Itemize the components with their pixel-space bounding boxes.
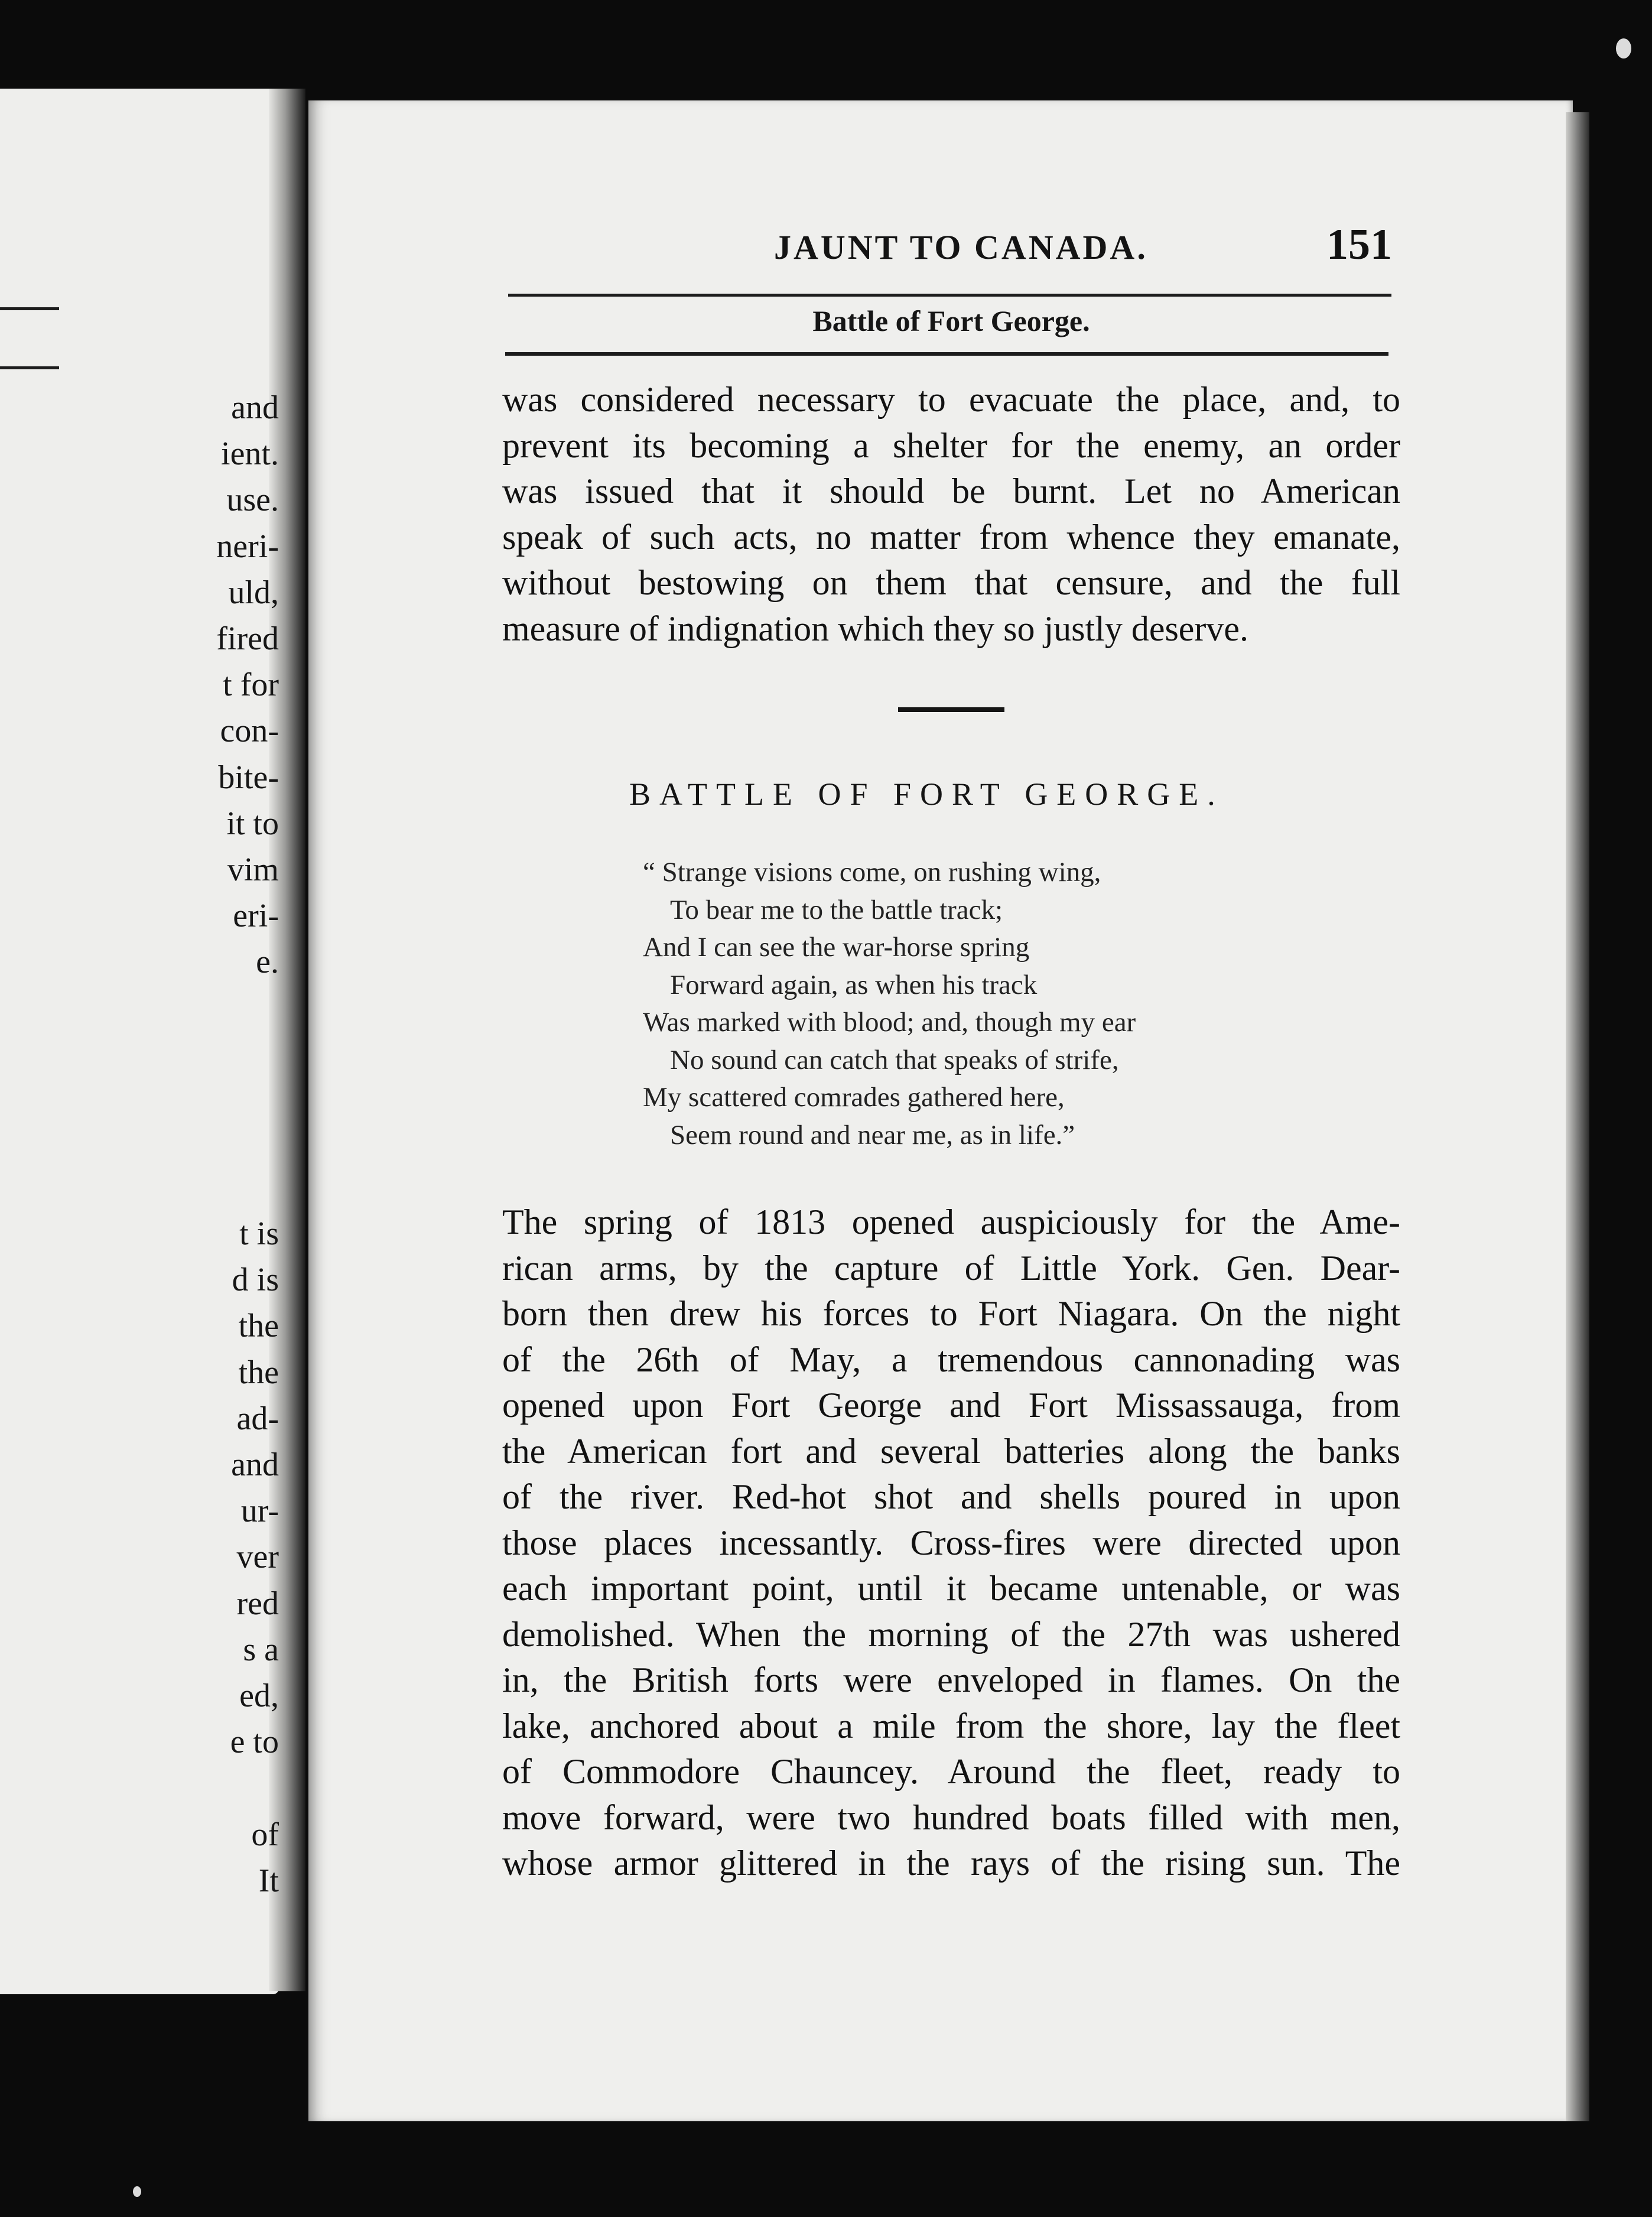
right-page-edge bbox=[1566, 112, 1589, 2121]
p2-line: whose armor glittered in the rays of the rising sun. The bbox=[502, 1844, 1400, 1883]
p2-line: The spring of 1813 opened auspiciously for the Ame- bbox=[502, 1202, 1400, 1241]
p2-line: those places incessantly. Cross-fires were directed upon bbox=[502, 1523, 1400, 1562]
left-page-fragment: ed, bbox=[239, 1678, 279, 1714]
left-page-fragment: uld, bbox=[228, 574, 279, 611]
p2-line: the American fort and several batteries along the banks bbox=[502, 1431, 1400, 1471]
p2-line: opened upon Fort George and Fort Missassauga, from bbox=[502, 1386, 1400, 1425]
p2-line: demolished. When the morning of the 27th was ushered bbox=[502, 1614, 1400, 1654]
left-page-fragment: vim bbox=[227, 851, 279, 888]
left-page-fragment: neri- bbox=[216, 528, 279, 565]
left-page-text-fragments bbox=[0, 0, 279, 2217]
paragraph-2 bbox=[502, 1199, 1400, 1887]
p1-line: prevent its becoming a shelter for the enemy, an order bbox=[502, 425, 1400, 465]
poem-line: No sound can catch that speaks of strife, bbox=[670, 1044, 1119, 1075]
left-page-fragment: eri- bbox=[233, 898, 279, 935]
p2-line: of the river. Red-hot shot and shells poured in upon bbox=[502, 1477, 1400, 1516]
left-page-fragment: con- bbox=[220, 713, 279, 750]
left-page-fragment: t is bbox=[239, 1215, 279, 1252]
left-page-fragment: e to bbox=[230, 1724, 279, 1761]
p2-line: lake, anchored about a mile from the shore, lay the fleet bbox=[502, 1706, 1400, 1745]
poem-line: And I can see the war-horse spring bbox=[643, 932, 1030, 963]
poem-epigraph bbox=[643, 854, 1136, 1154]
p1-line: speak of such acts, no matter from whence they emanate, bbox=[502, 517, 1400, 557]
p2-line: of Commodore Chauncey. Around the fleet, ready to bbox=[502, 1752, 1400, 1791]
left-page-fragment: ver bbox=[236, 1539, 279, 1576]
left-page-fragment: ur- bbox=[240, 1493, 279, 1530]
poem-line: Seem round and near me, as in life.” bbox=[670, 1119, 1075, 1150]
left-page-fragment: of bbox=[251, 1816, 279, 1853]
left-page-fragment: and bbox=[231, 389, 279, 426]
left-page-fragment: bite- bbox=[218, 759, 279, 796]
poem-title: BATTLE OF FORT GEORGE. bbox=[629, 776, 1224, 812]
left-page-fragment: the bbox=[238, 1354, 279, 1391]
p2-line: in, the British forts were enveloped in flames. On the bbox=[502, 1660, 1400, 1699]
left-page-fragment: it to bbox=[226, 805, 279, 842]
p2-line: of the 26th of May, a tremendous cannonading was bbox=[502, 1340, 1400, 1379]
p2-line: move forward, were two hundred boats filled with men, bbox=[502, 1797, 1400, 1837]
p1-line: without bestowing on them that censure, and the full bbox=[502, 563, 1400, 602]
left-page-fragment: fired bbox=[216, 620, 279, 657]
section-divider bbox=[898, 707, 1004, 712]
poem-line: Was marked with blood; and, though my ear bbox=[643, 1007, 1136, 1038]
left-page-fragment: It bbox=[258, 1862, 279, 1899]
left-page-fragment: e. bbox=[256, 944, 279, 981]
left-page-fragment: use. bbox=[226, 482, 279, 519]
poem-line: “ Strange visions come, on rushing wing, bbox=[643, 857, 1101, 888]
scan-speck bbox=[1616, 38, 1631, 58]
left-page-fragment: s a bbox=[243, 1631, 279, 1668]
header-rule-bottom bbox=[505, 352, 1388, 356]
left-page-fragment: the bbox=[238, 1308, 279, 1345]
p1-line: was issued that it should be burnt. Let no American bbox=[502, 472, 1400, 511]
left-page-fragment: d is bbox=[232, 1262, 279, 1299]
section-title: Battle of Fort George. bbox=[812, 304, 1090, 337]
running-head: JAUNT TO CANADA. bbox=[774, 228, 1148, 266]
left-page-fragment: and bbox=[231, 1446, 279, 1483]
header-rule-top bbox=[508, 294, 1391, 297]
p2-line: each important point, until it became untenable, or was bbox=[502, 1569, 1400, 1608]
scan-speck bbox=[133, 2186, 141, 2197]
p1-line: measure of indignation which they so justly deserve. bbox=[502, 609, 1249, 648]
p1-line: was considered necessary to evacuate the place, and, to bbox=[502, 380, 1400, 419]
poem-line: My scattered comrades gathered here, bbox=[643, 1082, 1065, 1113]
left-page-fragment: t for bbox=[223, 667, 279, 704]
p2-line: rican arms, by the capture of Little York. Gen. Dear- bbox=[502, 1248, 1400, 1288]
left-page-fragment: ient. bbox=[221, 435, 279, 473]
page-number: 151 bbox=[1326, 220, 1392, 269]
left-page-fragment: ad- bbox=[236, 1400, 279, 1437]
paragraph-1 bbox=[502, 377, 1400, 652]
poem-line: To bear me to the battle track; bbox=[670, 894, 1003, 925]
p2-line: born then drew his forces to Fort Niagara. On the night bbox=[502, 1294, 1400, 1333]
left-page-fragment: red bbox=[236, 1585, 279, 1622]
poem-line: Forward again, as when his track bbox=[670, 969, 1038, 1000]
